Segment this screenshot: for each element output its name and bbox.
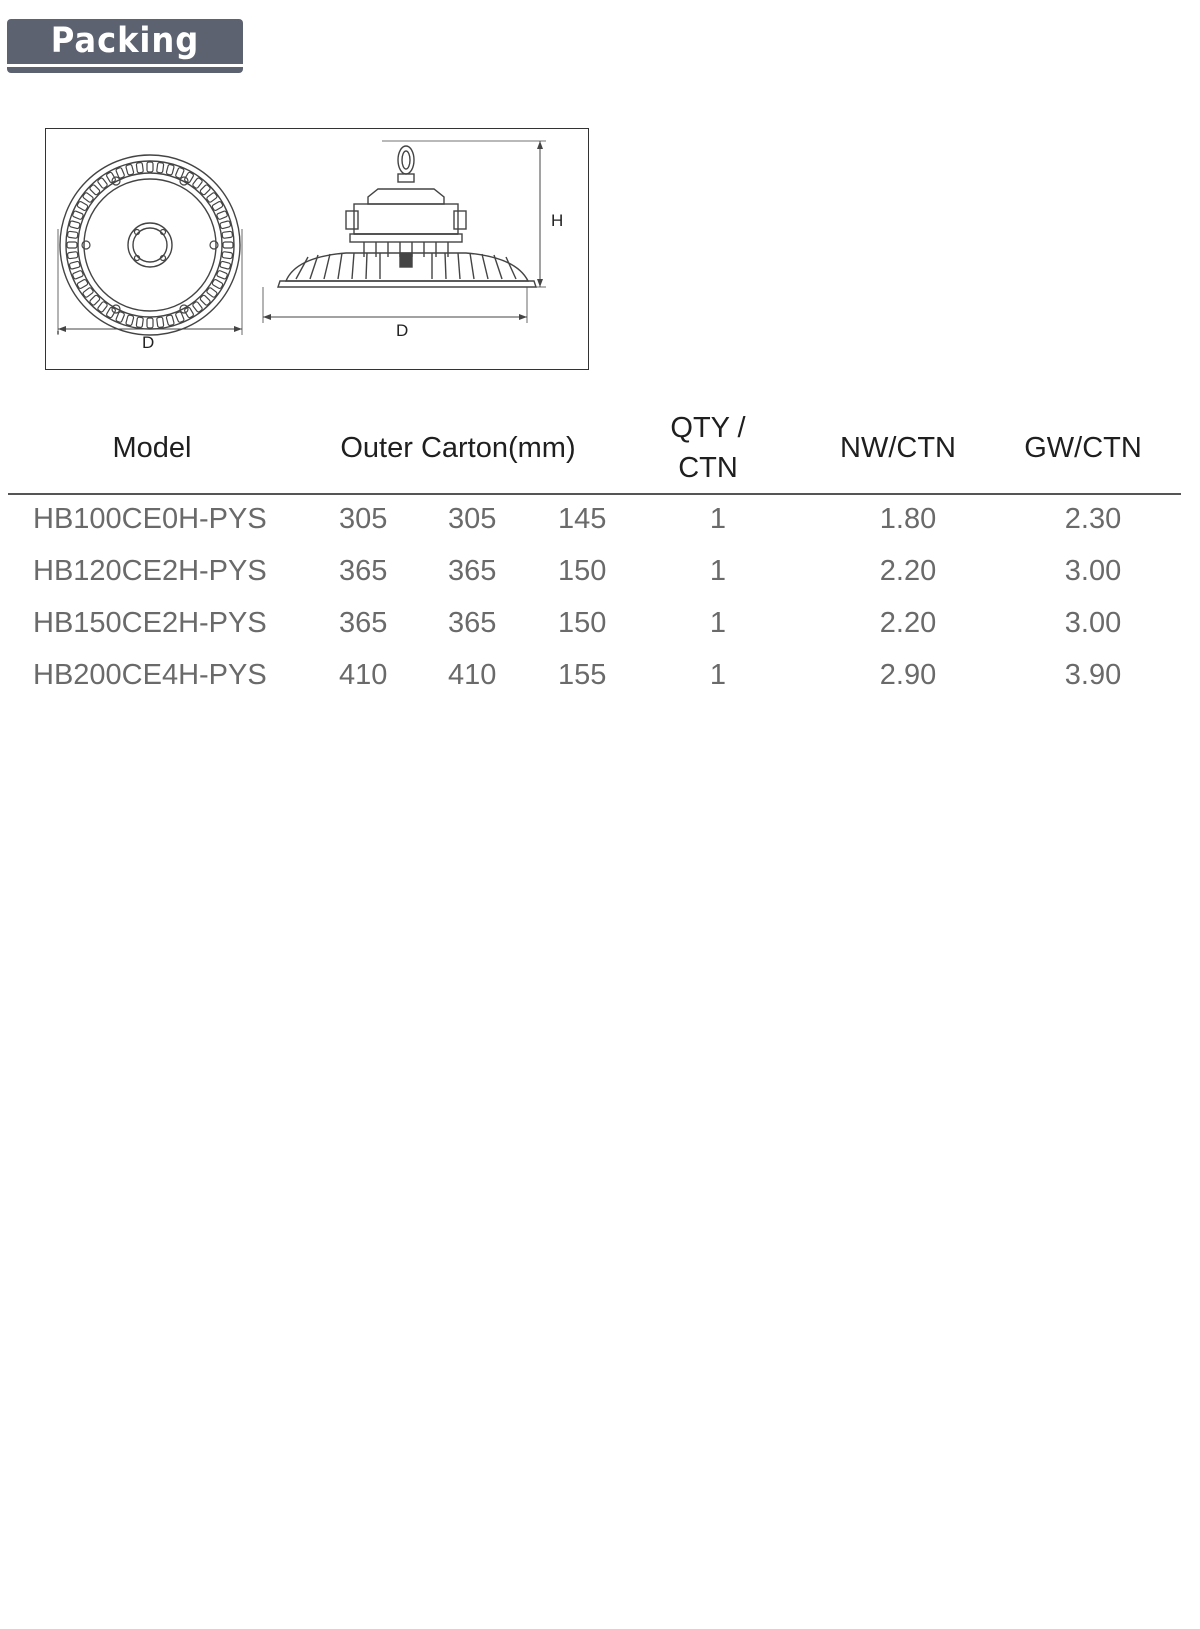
vent-slot xyxy=(69,221,80,229)
cell-height: 155 xyxy=(558,659,607,691)
vent-slot xyxy=(157,162,164,173)
header-model: Model xyxy=(112,432,192,464)
vent-slot xyxy=(166,315,174,326)
cell-height: 150 xyxy=(558,555,607,587)
vent-slot xyxy=(192,177,203,189)
cell-width: 410 xyxy=(448,659,497,691)
vent-slot xyxy=(166,164,174,175)
table-row xyxy=(8,493,1181,545)
vent-slot xyxy=(212,201,224,211)
cell-model: HB120CE2H-PYS xyxy=(33,555,267,587)
cell-height: 145 xyxy=(558,503,607,535)
cell-gw: 3.90 xyxy=(1064,659,1122,691)
section-header-underline xyxy=(7,67,243,73)
vent-slot xyxy=(222,231,233,238)
product-dimension-drawing xyxy=(45,128,589,370)
vent-slot xyxy=(67,252,78,259)
vent-slot xyxy=(126,315,134,326)
vent-slot xyxy=(77,279,89,289)
vent-slot xyxy=(206,287,218,298)
cell-qty: 1 xyxy=(709,555,727,587)
cell-width: 365 xyxy=(448,555,497,587)
vent-slot xyxy=(216,211,228,220)
table-row xyxy=(8,597,1181,649)
vent-slot xyxy=(69,261,80,269)
vent-slot xyxy=(212,279,224,289)
header-outer-carton: Outer Carton(mm) xyxy=(340,432,576,464)
cell-nw: 2.90 xyxy=(879,659,937,691)
cell-length: 365 xyxy=(339,607,388,639)
cell-nw: 2.20 xyxy=(879,555,937,587)
table-row xyxy=(8,545,1181,597)
vent-slot xyxy=(82,287,94,298)
section-header xyxy=(7,19,243,75)
cell-qty: 1 xyxy=(709,659,727,691)
cell-nw: 1.80 xyxy=(879,503,937,535)
cell-gw: 3.00 xyxy=(1064,555,1122,587)
cell-length: 410 xyxy=(339,659,388,691)
cell-model: HB150CE2H-PYS xyxy=(33,607,267,639)
header-qty-line1: QTY / xyxy=(670,412,746,444)
dimension-drawing-svg xyxy=(46,129,590,371)
cell-nw: 2.20 xyxy=(879,607,937,639)
header-qty-line2: CTN xyxy=(678,452,738,484)
vent-slot xyxy=(147,318,153,328)
vent-slot xyxy=(67,231,78,238)
side-view xyxy=(278,146,536,287)
cell-width: 305 xyxy=(448,503,497,535)
side-view-height-label: H xyxy=(551,211,564,230)
vent-slot xyxy=(82,192,94,203)
vent-slot xyxy=(72,211,84,220)
vent-slot xyxy=(223,242,233,248)
vent-slot xyxy=(206,192,218,203)
section-title: Packing xyxy=(50,21,200,61)
cell-gw: 3.00 xyxy=(1064,607,1122,639)
cell-qty: 1 xyxy=(709,607,727,639)
vent-slot xyxy=(220,261,231,269)
cell-gw: 2.30 xyxy=(1064,503,1122,535)
cell-length: 305 xyxy=(339,503,388,535)
vent-slot xyxy=(222,252,233,259)
vent-slot xyxy=(136,317,143,328)
vent-slot xyxy=(157,317,164,328)
vent-slot xyxy=(192,301,203,313)
side-view-diameter-label: D xyxy=(396,321,409,340)
cell-model: HB200CE4H-PYS xyxy=(33,659,267,691)
top-view xyxy=(60,155,240,335)
vent-slot xyxy=(72,270,84,279)
vent-slot xyxy=(220,221,231,229)
cell-height: 150 xyxy=(558,607,607,639)
cell-length: 365 xyxy=(339,555,388,587)
vent-slot xyxy=(126,164,134,175)
cell-qty: 1 xyxy=(709,503,727,535)
cell-width: 365 xyxy=(448,607,497,639)
packing-table-header xyxy=(8,412,1181,492)
vent-slot xyxy=(136,162,143,173)
header-gw: GW/CTN xyxy=(1024,432,1142,464)
vent-slot xyxy=(147,162,153,172)
header-nw: NW/CTN xyxy=(840,432,956,464)
vent-slot xyxy=(216,270,228,279)
top-view-diameter-label: D xyxy=(142,333,155,352)
cell-model: HB100CE0H-PYS xyxy=(33,503,267,535)
table-row xyxy=(8,649,1181,701)
vent-slot xyxy=(67,242,77,248)
vent-slot xyxy=(97,301,108,313)
vent-slot xyxy=(97,177,108,189)
vent-slot xyxy=(77,201,89,211)
